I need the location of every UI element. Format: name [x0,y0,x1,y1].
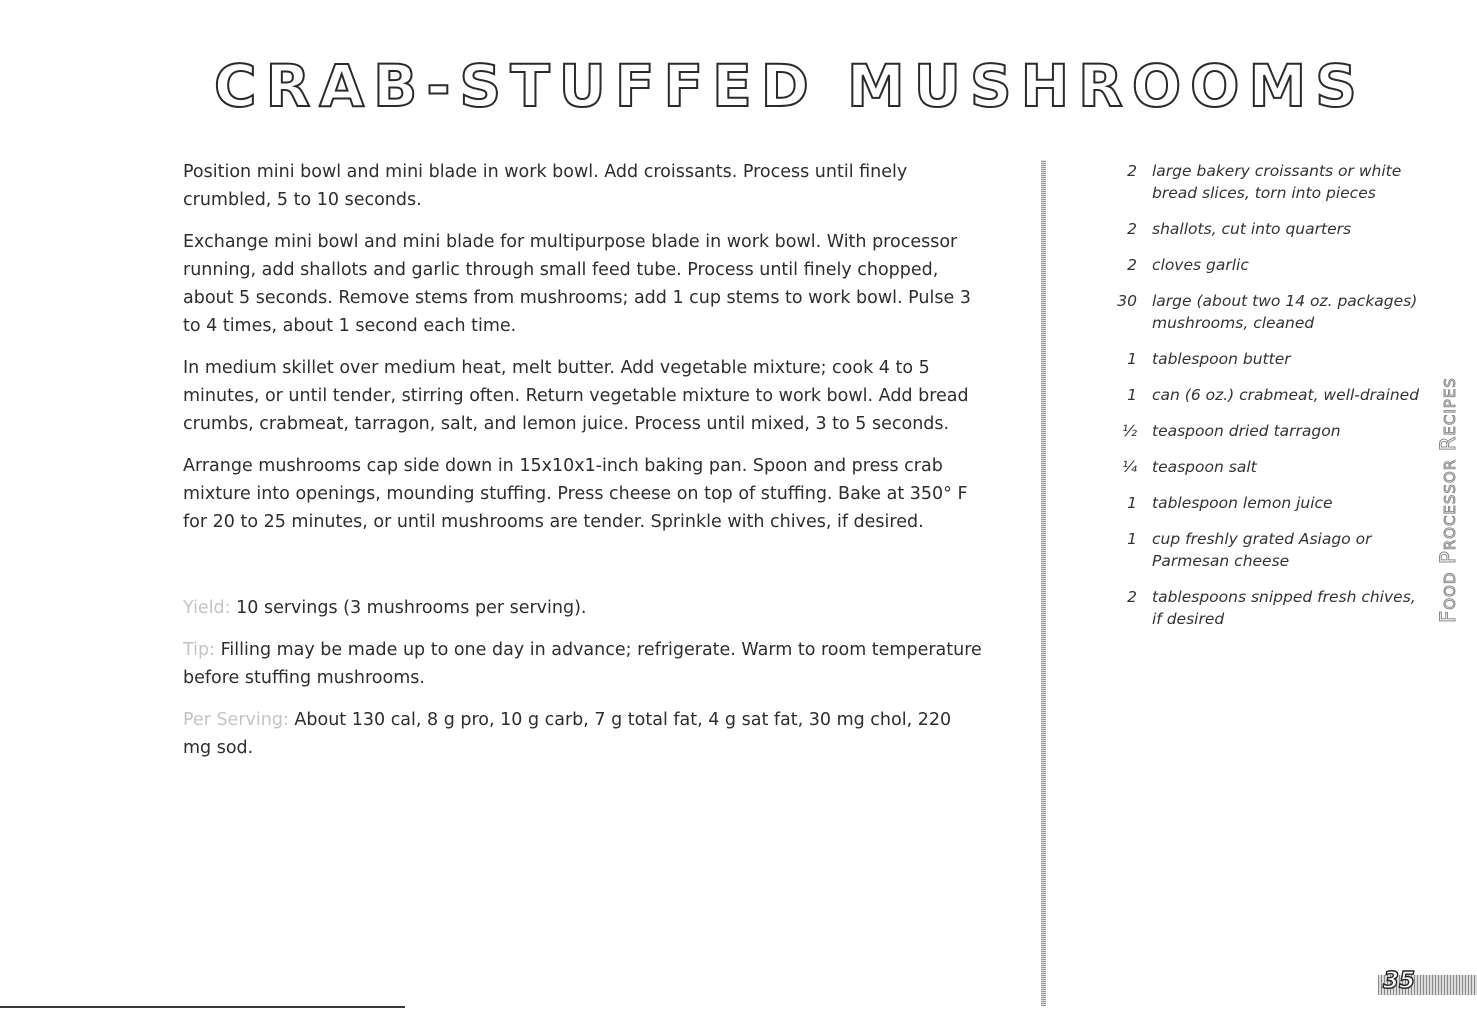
ingredient-qty: 2 [1127,256,1137,274]
bottom-rule [0,1006,405,1008]
nutrition-note [183,706,983,762]
column-divider [1041,160,1046,1006]
yield-text: 10 servings (3 mushrooms per serving). [236,598,587,618]
recipe-notes [183,594,983,776]
ingredient-item [1100,420,1420,442]
tip-note [183,636,983,692]
ingredient-qty: 1 [1127,494,1137,512]
ingredient-text: shallots, cut into quarters [1152,220,1352,238]
ingredient-list [1100,160,1420,644]
ingredient-item [1100,348,1420,370]
ingredient-qty: 2 [1127,162,1137,180]
ingredient-qty: ¼ [1121,458,1137,476]
ingredient-item [1100,160,1420,204]
ingredient-text: tablespoon lemon juice [1152,494,1333,512]
ingredient-qty: 1 [1127,530,1137,548]
ingredient-text: large (about two 14 oz. packages) mushrooms, cleaned [1152,292,1418,332]
ingredient-qty: 1 [1127,386,1137,404]
directions [183,158,983,550]
ingredient-item [1100,528,1420,572]
ingredient-text: large bakery croissants or white bread slices, torn into pieces [1152,162,1402,202]
ingredient-item [1100,492,1420,514]
section-tab [1418,377,1477,623]
ingredient-qty: 30 [1117,292,1137,310]
ingredient-text: tablespoons snipped fresh chives, if desired [1152,588,1416,628]
ingredient-item [1100,384,1420,406]
ingredient-text: tablespoon butter [1152,350,1291,368]
page-title: CRAB-STUFFED MUSHROOMS [214,52,1366,120]
direction-step: Exchange mini bowl and mini blade for multipurpose blade in work bowl. With processor running, add shallots and garlic through small feed tube. Process until finely chopped, about 5 seconds. Remove stems from mushrooms; add 1 cup stems to work bowl. Pulse 3 to 4 times, about 1 second each time. [183,232,971,336]
section-tab-label: Food Processor Recipes [1436,377,1460,623]
ingredient-text: cloves garlic [1152,256,1249,274]
nutrition-text: About 130 cal, 8 g pro, 10 g carb, 7 g total fat, 4 g sat fat, 30 mg chol, 220 mg sod. [183,710,952,758]
ingredient-item [1100,456,1420,478]
page-number: 35 [1383,968,1416,994]
tip-label: Tip: [183,640,216,660]
ingredient-item [1100,254,1420,276]
direction-step: Position mini bowl and mini blade in work bowl. Add croissants. Process until finely crumbled, 5 to 10 seconds. [183,162,908,210]
tip-text: Filling may be made up to one day in advance; refrigerate. Warm to room temperature before stuffing mushrooms. [183,640,982,688]
nutrition-label: Per Serving: [183,710,289,730]
ingredient-item [1100,290,1420,334]
ingredient-qty: 2 [1127,588,1137,606]
ingredient-qty: 2 [1127,220,1137,238]
yield-label: Yield: [183,598,231,618]
direction-step: Arrange mushrooms cap side down in 15x10x1-inch baking pan. Spoon and press crab mixture into openings, mounding stuffing. Press cheese on top of stuffing. Bake at 350° F for 20 to 25 minutes, or until mushrooms are tender. Sprinkle with chives, if desired. [183,456,968,532]
ingredient-qty: ½ [1121,422,1137,440]
ingredient-text: teaspoon salt [1152,458,1257,476]
ingredient-item [1100,586,1420,630]
ingredient-text: can (6 oz.) crabmeat, well-drained [1152,386,1420,404]
ingredient-text: teaspoon dried tarragon [1152,422,1341,440]
ingredient-text: cup freshly grated Asiago or Parmesan cheese [1152,530,1372,570]
direction-step: In medium skillet over medium heat, melt butter. Add vegetable mixture; cook 4 to 5 minutes, or until tender, stirring often. Return vegetable mixture to work bowl. Add bread crumbs, crabmeat, tarragon, salt, and lemon juice. Process until mixed, 3 to 5 seconds. [183,358,969,434]
ingredient-item [1100,218,1420,240]
yield-note [183,594,983,622]
ingredient-qty: 1 [1127,350,1137,368]
